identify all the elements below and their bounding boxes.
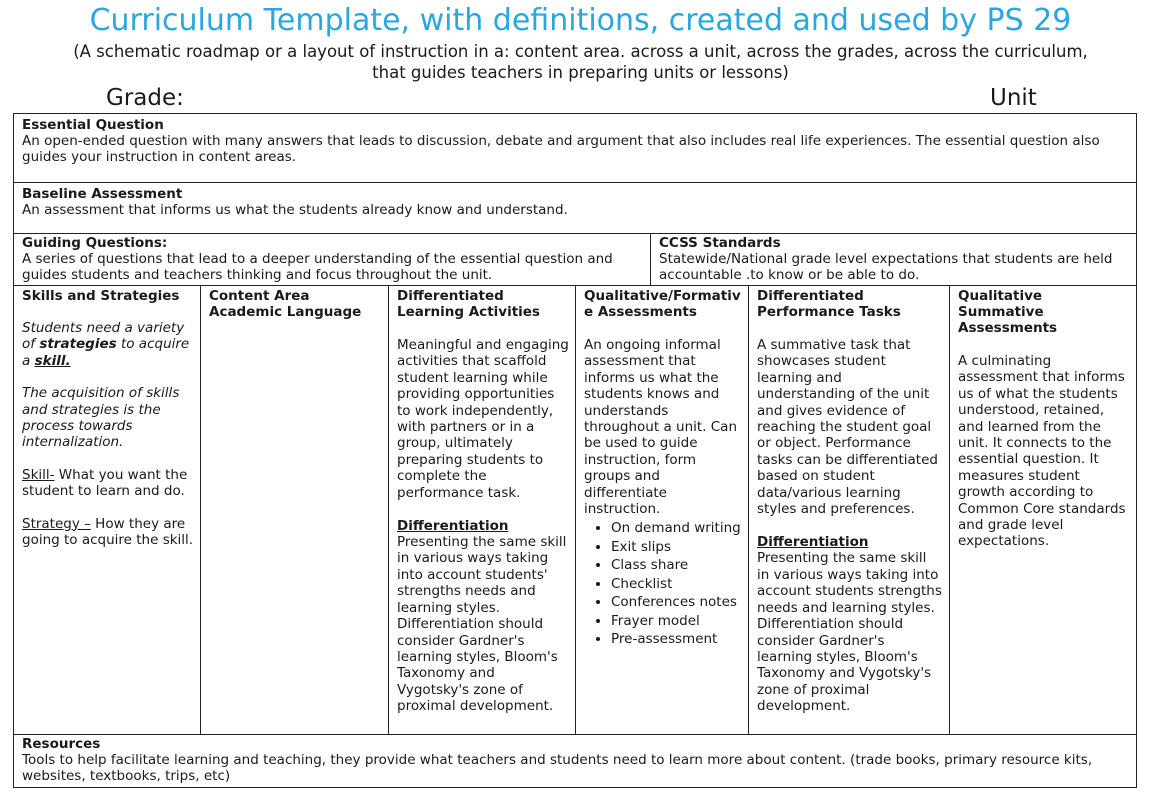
diff-learning-differentiation-heading: Differentiation [397,518,509,535]
performance-column [749,286,950,735]
guiding-questions-box [13,233,651,286]
ccss-text: Statewide/National grade level expectations that students are held accountable .to know or be able to do. [659,251,1113,284]
essential-question-box [13,113,1137,183]
essential-question-text: An open-ended question with many answers that leads to discussion, debate and argument that also includes real life experiences. The essential question also guides your instruction in content areas. [22,133,1100,166]
formative-column [576,286,749,735]
skills-para-1 [22,320,194,369]
guiding-heading: Guiding Questions: [22,235,168,251]
subtitle-line-1: (A schematic roadmap or a layout of instruction in a: content area. across a unit, across the grades, across the curriculum, [73,42,1088,61]
list-item: • Exit slips [611,538,742,557]
resources-text: Tools to help facilitate learning and teaching, they provide what teachers and students need to learn more about content. (trade books, primary resource kits, websites, textbooks, trips, etc) [22,752,1093,785]
baseline-heading: Baseline Assessment [22,186,183,202]
diff-learning-heading: Differentiated Learning Activities [397,288,540,320]
formative-text: An ongoing informal assessment that informs us what the students knows and understands throughout a unit. Can be used to guide instruction, form groups and differentiate instruction. [584,337,738,518]
performance-text: A summative task that showcases student learning and understanding of the unit and gives evidence of reaching the student goal or object. Performance tasks can be differentiated based on student data/various learning styles and preferences. [757,337,938,518]
performance-differentiation-heading: Differentiation [757,534,869,551]
skills-heading: Skills and Strategies [22,288,180,304]
summative-heading: Qualitative Summative Assessments [958,288,1058,336]
diff-learning-text: Meaningful and engaging activities that scaffold student learning while providing opportunities to work independently, with partners or in a group, ultimately preparing students to complete the performance task. [397,337,569,501]
list-item: • Pre-assessment [611,630,742,649]
resources-heading: Resources [22,736,101,752]
performance-heading: Differentiated Performance Tasks [757,288,901,320]
content-heading: Content Area Academic Language [209,288,362,320]
subtitle-line-2: that guides teachers in preparing units or lessons) [372,63,789,82]
essential-question-heading: Essential Question [22,117,164,133]
columns-table [13,285,1137,735]
ccss-standards-box [650,233,1137,286]
skill-definition: What you want the student to learn and do. [22,466,188,500]
unit-label: Unit [990,85,1037,111]
list-item: • Frayer model [611,612,742,631]
diff-learning-differentiation-text: Presenting the same skill in various ways taking into account students' strengths needs and learning styles. Differentiation should consider Gardner's learning styles, Bloom's Taxonomy and Vygotsky's zone of proximal development. [397,534,567,715]
skills-p1-skill: skill. [34,352,71,369]
skills-strategies-column [14,286,201,735]
grade-label: Grade: [106,85,184,111]
content-language-column [201,286,389,735]
performance-differentiation-text: Presenting the same skill in various ways taking into account students strengths needs and learning styles. Differentiation should consider Gardner's learning styles, Bloom's Taxonomy and Vygotsky's zone of proximal development. [757,550,942,715]
grade-unit-line [0,85,1161,113]
skills-para-4 [22,516,194,549]
strategy-term: Strategy – [22,515,91,532]
baseline-text: An assessment that informs us what the students already know and understand. [22,202,568,218]
list-item: • On demand writing [611,519,742,538]
skills-para-3 [22,467,194,500]
diff-learning-column [389,286,576,735]
list-item: • Class share [611,556,742,575]
page-title: Curriculum Template, with definitions, created and used by PS 29 [89,3,1072,38]
strategy-definition: How they are going to acquire the skill. [22,515,194,549]
list-item: • Checklist [611,575,742,594]
summative-text: A culminating assessment that informs us of what the students understood, retained, and learned from the unit. It connects to the essential question. It measures student growth according to Common Core standards and grade level expectations. [958,353,1126,550]
page-subtitle [10,41,1151,83]
guiding-text: A series of questions that lead to a deeper understanding of the essential question and guides students and teachers thinking and focus throughout the unit. [22,251,613,284]
list-item: • Conferences notes [611,593,742,612]
formative-list [584,519,742,649]
skills-para-2: The acquisition of skills and strategies is the process towards internalization. [22,385,180,451]
skills-p1-c: to acquire a [22,336,190,369]
skills-p1-a: Students need a variety of [22,320,185,353]
baseline-assessment-box [13,182,1137,234]
skill-term: Skill- [22,466,55,483]
resources-box [13,734,1137,788]
formative-heading: Qualitative/Formative Assessments [584,288,741,320]
ccss-heading: CCSS Standards [659,235,781,251]
skills-p1-strategies: strategies [39,336,117,353]
summative-column [950,286,1136,735]
